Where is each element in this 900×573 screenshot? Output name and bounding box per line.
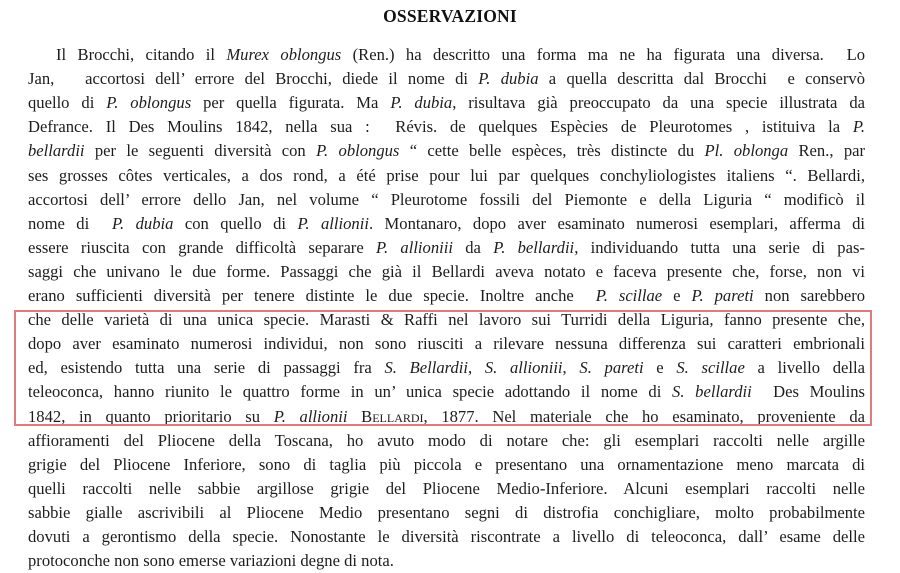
author-name: Bellardi [361,406,424,426]
text-run: (Ren.) ha descritto una forma ma ne ha figurata una diversa. Lo [341,45,865,64]
text-line [28,525,865,549]
text-line [28,188,865,212]
text-run: , [562,358,580,378]
text-run: Il Brocchi, citando il [56,45,227,64]
text-run: nome di [28,213,113,233]
text-line [28,91,865,115]
italic-term: P. bellardii [493,237,575,257]
text-run: accortosi dell’ errore dello Jan, nel volume “ Pleurotome fossili del Piemonte e della Liguria “ modificò il [28,189,865,209]
text-run: da [452,237,494,257]
italic-term: P. allionii [273,406,348,426]
text-run: dovuti a gerontismo della specie. Nonostante le diversità riscontrate a livello di teleoconca, dall’ esame delle [28,527,865,546]
italic-term: P. dubia [478,69,539,89]
text-line [28,453,865,477]
text-run: , [467,358,485,378]
section-heading: OSSERVAZIONI [383,6,517,26]
text-run: e [643,358,677,378]
text-run: saggi che univano le due forme. Passaggi che già il Bellardi aveva notato e faceva presente che, forse, non vi [28,261,865,281]
italic-term: P. oblongus [106,93,192,113]
text-run: teleoconca, hanno riunito le quattro forme in un’ unica specie adottando il nome di [28,382,673,402]
italic-term: bellardii [28,141,85,161]
text-run: . Montanaro, dopo aver esaminato numerosi esemplari, afferma di [368,213,865,233]
text-run: ed, esistendo tutta una serie di passaggi fra [28,358,385,378]
text-run: non sarebbero [753,286,865,305]
text-run: per quella figurata. Ma [191,93,391,113]
italic-term: P. dubia [390,93,453,113]
text-line [28,164,865,188]
italic-term: P. oblongus [316,141,400,161]
italic-term: Pl. oblonga [704,141,789,161]
text-run: che delle varietà di una unica specie. Marasti & Raffi nel lavoro sui Turridi della Liguria, fanno presente che, [28,310,865,330]
text-run: erano sufficienti diversità per tenere distinte le due specie. Inoltre anche [28,286,596,305]
text-run: quelli raccolti nelle sabbie argillose grigie del Pliocene Medio-Inferiore. Alcuni esemplari raccolti nelle [28,478,865,498]
text-line [28,549,865,573]
text-run: quello di [28,93,107,113]
text-line [28,477,865,501]
text-line [28,260,865,284]
text-line [28,284,865,308]
italic-term: P. allionii [297,213,369,233]
italic-term: P. allioniii [375,237,453,257]
italic-term: P. dubia [112,213,174,233]
text-run: a livello della [744,358,865,378]
text-run: ses grosses côtes verticales, a dos rond, a été prise pour lui par quelques conchyliologistes italiens “. Bellardi, [28,165,865,185]
italic-term: P. scillae [595,286,663,305]
text-run: e [662,286,692,305]
text-line [28,139,865,163]
highlight-box [14,310,872,426]
text-run: 1842, in quanto prioritario su [28,406,274,426]
text-line [28,115,865,139]
text-run: Des Moulins [751,382,865,402]
text-run: protoconche non sono emerse variazioni degne di nota. [28,551,394,571]
text-line [28,501,865,525]
italic-term: S. allioniii [484,358,563,378]
text-line [28,67,865,91]
text-run: , individuando tutta una serie di pas- [574,237,865,257]
text-run: “ cette belle espèces, très distincte du [399,141,705,161]
text-run: Ren., par [788,141,865,161]
text-run: dopo aver esaminato numerosi individui, non sono riusciti a rilevare nessuna differenza sui caratteri embrionali [28,334,865,354]
text-line [28,212,865,236]
italic-term: S. bellardii [672,382,752,402]
text-run: per le seguenti diversità con [84,141,317,161]
text-run: , 1877. Nel materiale che ho esaminato, proveniente da [423,406,865,426]
italic-term: S. scillae [676,358,745,378]
text-run: grigie del Pliocene Inferiore, sono di taglia più piccola e presentano una ornamentazione meno marcata di [28,454,865,474]
text-run: Jan, accortosi dell’ errore del Brocchi, diede il nome di [28,69,479,89]
text-line [28,236,865,260]
text-run: Defrance. Il Des Moulins 1842, nella sua : Révis. de quelques Espècies de Pleurotomes , istituiva la [28,117,853,137]
italic-term: P. pareti [691,286,754,305]
text-run: affioramenti del Pliocene della Toscana, ho avuto modo di notare che: gli esemplari raccolti nelle argille [28,430,865,450]
italic-term: P. [852,117,865,137]
text-run: con quello di [173,213,298,233]
italic-term: S. Bellardii [384,358,468,378]
text-run: a quella descritta dal Brocchi e conservò [538,69,865,89]
text-line [28,429,865,453]
text-run: essere riuscita con grande difficoltà separare [28,237,376,257]
text-line [56,43,865,67]
italic-term: S. pareti [579,358,644,378]
text-run: , risultava già preoccupato da una specie illustrata da [452,93,865,113]
italic-term: Murex oblongus [226,45,342,64]
text-run: sabbie gialle ascrivibili al Pliocene Medio presentano segni di distrofia conchigliare, molto probabilmente [28,502,865,522]
